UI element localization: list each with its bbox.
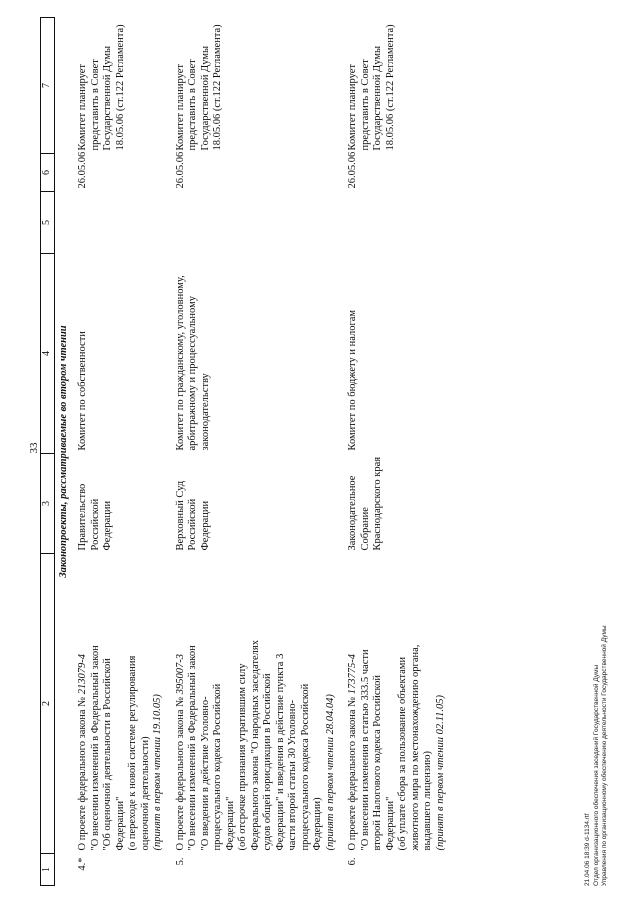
initiator: Законодательное Собрание Краснодарского края xyxy=(347,456,383,551)
column-header: 1 xyxy=(41,854,55,886)
column-5-cell xyxy=(345,192,455,254)
bill-prefix: О проекте федерального закона № xyxy=(77,694,88,851)
bill-title-line: процессуального кодекса Российской xyxy=(299,683,311,851)
bills-table xyxy=(40,17,455,886)
bill-description xyxy=(345,554,455,854)
bill-title-line: (об отсрочке признания утратившим силу xyxy=(237,663,248,851)
table-row xyxy=(75,18,173,886)
bill-title-line: Федерального закона "О народных заседателях xyxy=(249,640,261,851)
bill-description xyxy=(173,554,346,854)
bill-title-line: второй Налогового кодекса Российской xyxy=(372,675,383,851)
bill-title-line: Федерации" xyxy=(224,796,236,851)
date: 26.05.06 xyxy=(77,151,88,189)
bill-title-line: (о переходе к новой системе регулирования xyxy=(127,655,138,851)
bill-title-line: (об уплате сбора за пользование объектами xyxy=(397,656,408,851)
bill-heading xyxy=(77,557,90,851)
column-header: 4 xyxy=(41,254,55,454)
footer-file-line: 21.04.06 18:39 d-1134.rtf xyxy=(584,813,591,886)
page-number: 33 xyxy=(28,442,40,454)
row-number: 5. xyxy=(174,857,186,866)
bill-title-line: "О введении в действие Уголовно- xyxy=(199,696,211,851)
bill-title-line: "О внесении изменений в Федеральный закон xyxy=(89,645,101,851)
section-row xyxy=(54,18,75,886)
bill-title-line: Федерации" и введения в действие пункта 3 xyxy=(274,653,286,851)
bill-title-line: Федерации) xyxy=(312,797,323,851)
committee: Комитет по бюджету и налогам xyxy=(347,309,358,451)
bill-title-line: выдавшего лицензию) xyxy=(422,750,433,851)
bill-title-line: "Об оценочной деятельности в Российской xyxy=(102,658,113,851)
column-header: 7 xyxy=(41,18,55,154)
bill-prefix: О проекте федерального закона № xyxy=(174,694,186,851)
first-reading-note: (принят в первом чтении 02.11.05) xyxy=(434,694,446,851)
bill-title-line: Федерации" xyxy=(114,796,126,851)
bill-title-line: животного мира по местонахождению органа, xyxy=(409,644,421,851)
bill-title-line: части второй статьи 30 Уголовно- xyxy=(287,699,298,851)
bill-number: 395007-3 xyxy=(174,653,186,695)
bill-number: 173775-4 xyxy=(347,653,358,695)
column-header: 3 xyxy=(41,454,55,554)
column-header: 5 xyxy=(41,192,55,254)
table-row xyxy=(173,18,346,886)
footer-directorate-line: Управления по организационному обеспечению деятельности Государственной Думы xyxy=(601,625,608,886)
bill-heading xyxy=(347,557,360,851)
bill-description xyxy=(75,554,173,854)
bill-heading xyxy=(175,557,188,851)
first-reading-note: (принят в первом чтении 19.10.05) xyxy=(152,694,163,851)
bill-title-line: "О внесении изменения в статью 333.5 части xyxy=(359,649,371,851)
date: 26.05.06 xyxy=(174,151,186,189)
row-number: 4.* xyxy=(77,857,88,871)
committee: Комитет по гражданскому, уголовному, арбитражному и процессуальному законодательству xyxy=(174,275,211,451)
bill-title-line: Федерации" xyxy=(384,796,396,851)
note: Комитет планирует представить в Совет Государственной Думы 18.05.06 (ст.122 Регламента) xyxy=(347,24,396,151)
bill-title-line: "О внесении изменений в Федеральный закон xyxy=(187,645,198,851)
initiator: Верховный Суд Российской Федерации xyxy=(174,480,211,551)
note: Комитет планирует представить в Совет Государственной Думы 18.05.06 (ст.122 Регламента) xyxy=(174,24,223,151)
note: Комитет планирует представить в Совет Государственной Думы 18.05.06 (ст.122 Регламента) xyxy=(77,24,126,151)
first-reading-note: (принят в первом чтении 28.04.04) xyxy=(324,694,336,851)
column-5-cell xyxy=(173,192,346,254)
date: 26.05.06 xyxy=(347,151,358,189)
column-5-cell xyxy=(75,192,173,254)
bill-prefix: О проекте федерального закона № xyxy=(347,694,358,851)
column-header: 6 xyxy=(41,154,55,192)
bill-title-line: судов общей юрисдикции в Российской xyxy=(262,673,273,851)
document-footer xyxy=(584,366,610,886)
bill-title-line: оценочной деятельности) xyxy=(139,736,151,851)
bill-number: 213079-4 xyxy=(77,653,88,695)
row-number: 6. xyxy=(347,857,358,866)
column-number-row xyxy=(41,18,55,886)
table-row xyxy=(345,18,455,886)
bill-title-line: процессуального кодекса Российской xyxy=(212,683,223,851)
column-header: 2 xyxy=(41,554,55,854)
section-title: Законопроекты, рассматриваемые во втором чтении xyxy=(57,325,69,578)
footer-department-line: Отдел организационного обеспечения заседаний Государственной Думы xyxy=(592,664,600,886)
committee: Комитет по собственности xyxy=(77,331,88,451)
initiator: Правительство Российской Федерации xyxy=(77,483,113,551)
